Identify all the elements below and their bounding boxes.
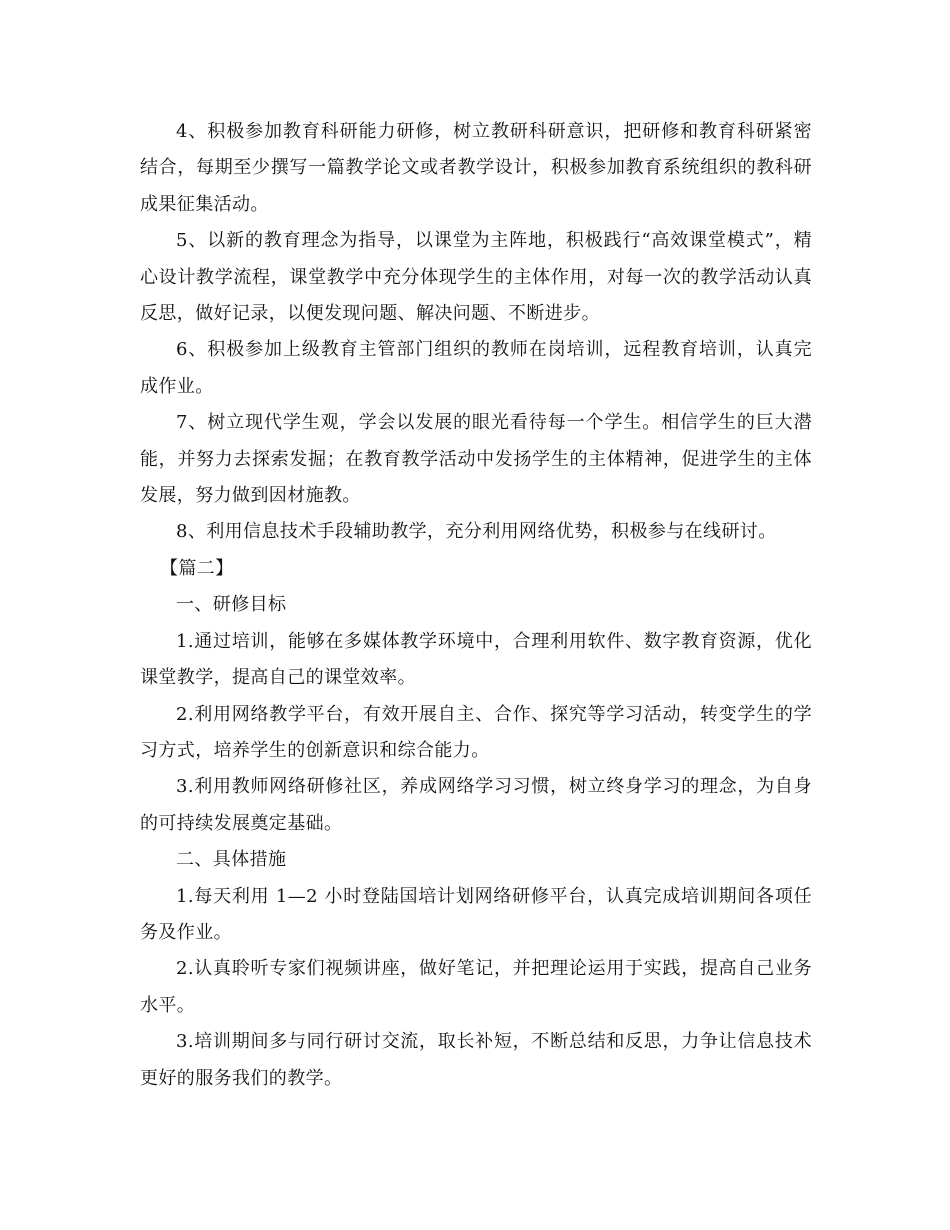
goal-item-2: 2.利用网络教学平台，有效开展自主、合作、探究等学习活动，转变学生的学习方式，培养学生的创新意识和综合能力。 <box>140 703 812 761</box>
paragraph-item-7: 7、树立现代学生观，学会以发展的眼光看待每一个学生。相信学生的巨大潜能，并努力去探索发掘；在教育教学活动中发扬学生的主体精神，促进学生的主体发展，努力做到因材施教。 <box>140 412 812 507</box>
measure-item-2: 2.认真聆听专家们视频讲座，做好笔记，并把理论运用于实践，提高自己业务水平。 <box>140 958 812 1016</box>
paragraph-item-5: 5、以新的教育理念为指导，以课堂为主阵地，积极践行“高效课堂模式”，精心设计教学流程，课堂教学中充分体现学生的主体作用，对每一次的教学活动认真反思，做好记录，以便发现问题、解决问题、不断进步。 <box>140 230 812 325</box>
measure-item-1: 1.每天利用 1—2 小时登陆国培计划网络研修平台，认真完成培训期间各项任务及作业。 <box>140 885 812 943</box>
heading-measures: 二、具体措施 <box>176 849 287 871</box>
section-title: 【篇二】 <box>160 557 234 579</box>
paragraph-item-8: 8、利用信息技术手段辅助教学，充分利用网络优势，积极参与在线研讨。 <box>176 521 777 543</box>
measure-item-3: 3.培训期间多与同行研讨交流，取长补短，不断总结和反思，力争让信息技术更好的服务我们的教学。 <box>140 1031 812 1089</box>
document-body <box>140 114 812 1097</box>
paragraph-item-6: 6、积极参加上级教育主管部门组织的教师在岗培训，远程教育培训，认真完成作业。 <box>140 339 812 397</box>
goal-item-3: 3.利用教师网络研修社区，养成网络学习习惯，树立终身学习的理念，为自身的可持续发展奠定基础。 <box>140 776 812 834</box>
paragraph-item-4: 4、积极参加教育科研能力研修，树立教研科研意识，把研修和教育科研紧密结合，每期至少撰写一篇教学论文或者教学设计，积极参加教育系统组织的教科研成果征集活动。 <box>140 121 812 215</box>
goal-item-1: 1.通过培训，能够在多媒体教学环境中，合理利用软件、数字教育资源，优化课堂教学，提高自己的课堂效率。 <box>140 630 812 689</box>
heading-goals: 一、研修目标 <box>176 594 287 616</box>
